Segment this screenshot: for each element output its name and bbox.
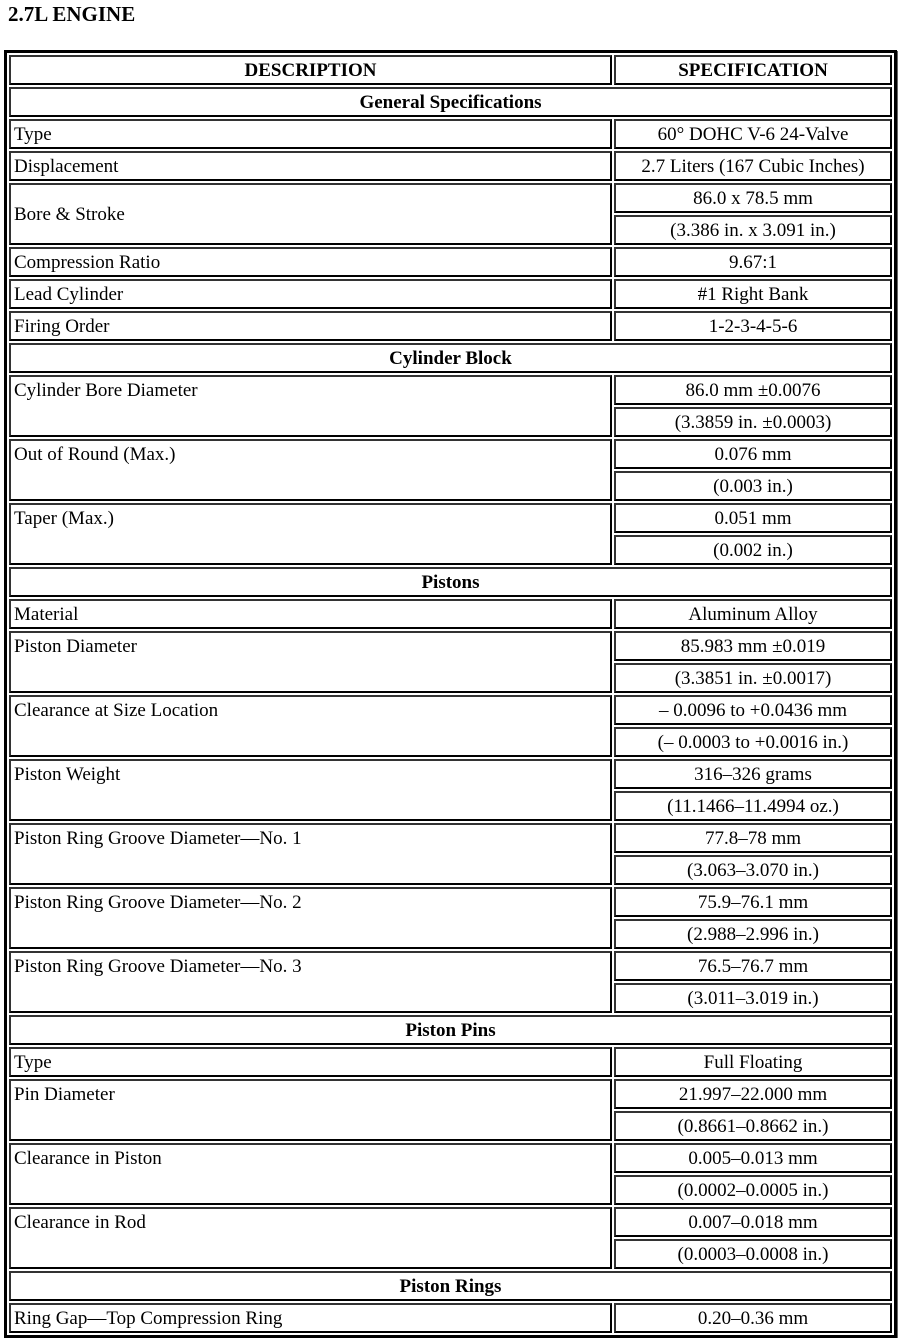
row-description: Compression Ratio (9, 247, 612, 277)
row-value: 0.20–0.36 mm (614, 1303, 892, 1333)
row-value-metric: 0.007–0.018 mm (614, 1207, 892, 1237)
table-row (9, 183, 892, 213)
table-row (9, 119, 892, 149)
table-row (9, 759, 892, 789)
row-value-imperial: (0.0003–0.0008 in.) (614, 1239, 892, 1269)
row-description: Piston Weight (9, 759, 612, 821)
row-description: Piston Ring Groove Diameter—No. 2 (9, 887, 612, 949)
row-description: Type (9, 119, 612, 149)
row-description: Clearance in Piston (9, 1143, 612, 1205)
table-row (9, 1047, 892, 1077)
row-value-metric: 86.0 mm ±0.0076 (614, 375, 892, 405)
row-value-metric: 76.5–76.7 mm (614, 951, 892, 981)
table-row (9, 823, 892, 853)
row-value: 1-2-3-4-5-6 (614, 311, 892, 341)
row-description: Clearance in Rod (9, 1207, 612, 1269)
row-value-imperial: (2.988–2.996 in.) (614, 919, 892, 949)
section-title: Cylinder Block (9, 343, 892, 373)
row-value-metric: 86.0 x 78.5 mm (614, 183, 892, 213)
row-value-imperial: (0.0002–0.0005 in.) (614, 1175, 892, 1205)
table-row (9, 951, 892, 981)
column-header-description: DESCRIPTION (9, 55, 612, 85)
row-value-imperial: (3.3851 in. ±0.0017) (614, 663, 892, 693)
row-value-metric: 0.005–0.013 mm (614, 1143, 892, 1173)
row-description: Out of Round (Max.) (9, 439, 612, 501)
row-description: Bore & Stroke (9, 183, 612, 245)
row-value-metric: 77.8–78 mm (614, 823, 892, 853)
table-row (9, 1143, 892, 1173)
row-value-metric: 75.9–76.1 mm (614, 887, 892, 917)
section-title: Piston Rings (9, 1271, 892, 1301)
row-value: Aluminum Alloy (614, 599, 892, 629)
row-description: Piston Ring Groove Diameter—No. 1 (9, 823, 612, 885)
table-row (9, 151, 892, 181)
table-row (9, 279, 892, 309)
row-value-metric: – 0.0096 to +0.0436 mm (614, 695, 892, 725)
engine-spec-table (4, 50, 897, 1338)
row-description: Clearance at Size Location (9, 695, 612, 757)
row-value-metric: 316–326 grams (614, 759, 892, 789)
table-row (9, 1303, 892, 1333)
row-description: Firing Order (9, 311, 612, 341)
row-description: Ring Gap—Top Compression Ring (9, 1303, 612, 1333)
row-value-metric: 0.076 mm (614, 439, 892, 469)
row-value-imperial: (0.002 in.) (614, 535, 892, 565)
section-title: Piston Pins (9, 1015, 892, 1045)
table-row (9, 887, 892, 917)
table-header-row (9, 55, 892, 85)
row-description: Pin Diameter (9, 1079, 612, 1141)
table-row (9, 247, 892, 277)
row-value-imperial: (3.011–3.019 in.) (614, 983, 892, 1013)
row-value-imperial: (3.3859 in. ±0.0003) (614, 407, 892, 437)
row-value: 2.7 Liters (167 Cubic Inches) (614, 151, 892, 181)
row-value: 60° DOHC V-6 24-Valve (614, 119, 892, 149)
row-value: 9.67:1 (614, 247, 892, 277)
row-description: Displacement (9, 151, 612, 181)
table-row (9, 311, 892, 341)
page-title: 2.7L ENGINE (8, 2, 136, 26)
row-value-metric: 85.983 mm ±0.019 (614, 631, 892, 661)
row-value-imperial: (3.063–3.070 in.) (614, 855, 892, 885)
row-value-imperial: (0.003 in.) (614, 471, 892, 501)
row-value-imperial: (0.8661–0.8662 in.) (614, 1111, 892, 1141)
table-row (9, 439, 892, 469)
table-row (9, 375, 892, 405)
column-header-specification: SPECIFICATION (614, 55, 892, 85)
row-value-metric: 21.997–22.000 mm (614, 1079, 892, 1109)
section-row (9, 1015, 892, 1045)
row-description: Material (9, 599, 612, 629)
row-description: Cylinder Bore Diameter (9, 375, 612, 437)
row-value: Full Floating (614, 1047, 892, 1077)
row-description: Piston Diameter (9, 631, 612, 693)
row-description: Taper (Max.) (9, 503, 612, 565)
row-value: #1 Right Bank (614, 279, 892, 309)
row-value-metric: 0.051 mm (614, 503, 892, 533)
row-value-imperial: (11.1466–11.4994 oz.) (614, 791, 892, 821)
table-row (9, 695, 892, 725)
section-row (9, 87, 892, 117)
section-row (9, 567, 892, 597)
table-row (9, 1207, 892, 1237)
row-value-imperial: (3.386 in. x 3.091 in.) (614, 215, 892, 245)
table-row (9, 599, 892, 629)
section-title: Pistons (9, 567, 892, 597)
row-description: Lead Cylinder (9, 279, 612, 309)
row-description: Type (9, 1047, 612, 1077)
row-value-imperial: (– 0.0003 to +0.0016 in.) (614, 727, 892, 757)
row-description: Piston Ring Groove Diameter—No. 3 (9, 951, 612, 1013)
table-row (9, 503, 892, 533)
section-row (9, 1271, 892, 1301)
table-row (9, 1079, 892, 1109)
section-title: General Specifications (9, 87, 892, 117)
section-row (9, 343, 892, 373)
table-row (9, 631, 892, 661)
